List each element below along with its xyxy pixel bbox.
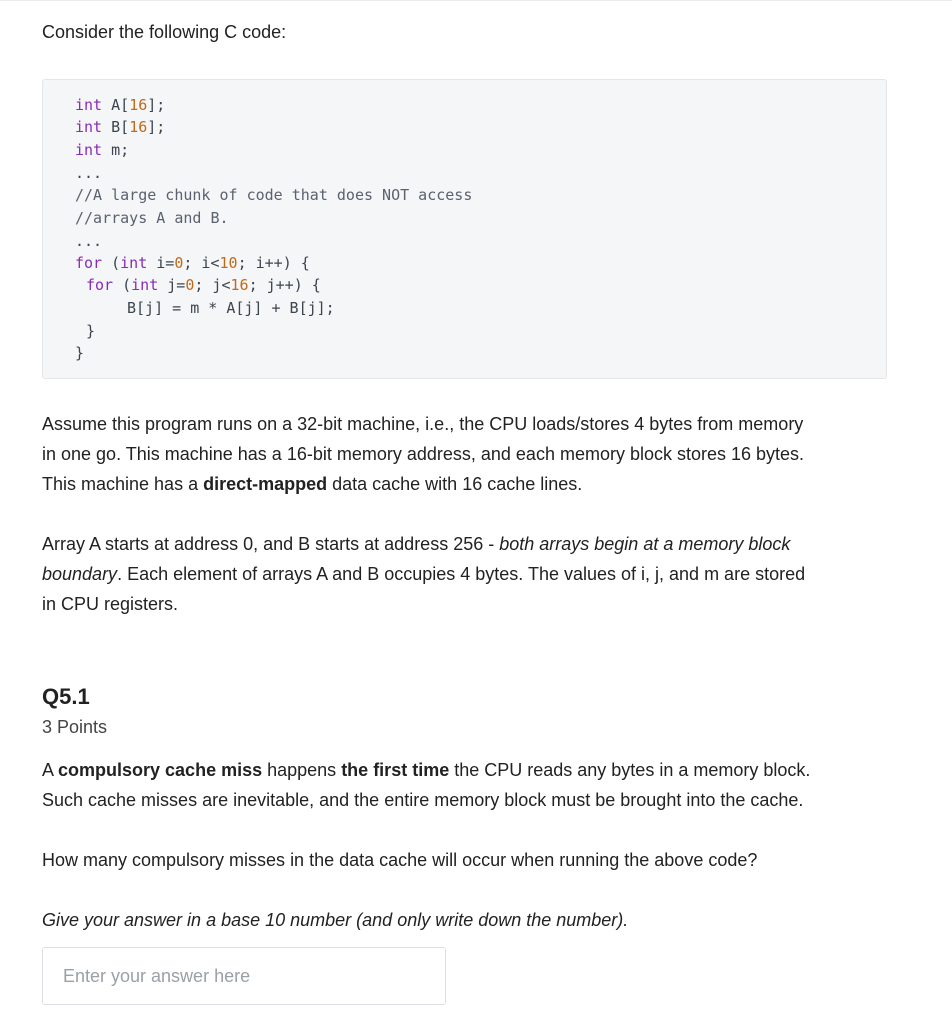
code-number: 16 <box>129 118 148 136</box>
question-prompt <box>42 845 892 875</box>
code-line-1 <box>75 95 165 115</box>
answer-input[interactable] <box>42 947 446 1005</box>
code-text: i= <box>147 254 175 272</box>
question-points: 3 Points <box>42 717 108 737</box>
code-keyword: int <box>120 254 148 272</box>
code-text: ]; <box>147 96 166 114</box>
code-text: A[ <box>102 96 130 114</box>
code-text: ]; <box>147 118 166 136</box>
code-keyword: for <box>86 276 114 294</box>
paragraph-compulsory <box>42 755 892 815</box>
italic-text: Give your answer in a base 10 number (and only write down the number). <box>42 910 629 930</box>
paragraph-line <box>42 469 892 499</box>
code-brace: } <box>75 344 85 362</box>
code-comment: //A large chunk of code that does NOT access <box>75 186 473 204</box>
code-block <box>42 79 887 379</box>
code-text: B[j] = m * A[j] + B[j]; <box>127 299 335 317</box>
code-number: 16 <box>129 96 148 114</box>
code-line-6 <box>75 208 229 228</box>
code-text: ; j< <box>194 276 231 294</box>
paragraph-line <box>42 755 892 785</box>
code-text: j= <box>158 276 186 294</box>
paragraph-arrays <box>42 529 892 619</box>
code-text: ( <box>102 254 121 272</box>
code-text: ( <box>113 276 132 294</box>
code-brace: } <box>86 322 96 340</box>
code-keyword: for <box>75 254 103 272</box>
top-divider <box>0 0 952 1</box>
paragraph-line: How many compulsory misses in the data cache will occur when running the above code? <box>42 850 758 870</box>
text-span: the CPU reads any bytes in a memory block. <box>449 760 811 780</box>
code-line-12 <box>75 343 84 363</box>
code-text: ; j++) { <box>248 276 321 294</box>
code-keyword: int <box>75 141 103 159</box>
text-span: Array A starts at address 0, and B starts at address 256 - <box>42 534 500 554</box>
code-comment: //arrays A and B. <box>75 209 229 227</box>
code-keyword: int <box>75 118 103 136</box>
code-line-11 <box>86 321 95 341</box>
paragraph-line <box>42 559 892 589</box>
paragraph-line: Such cache misses are inevitable, and the entire memory block must be brought into the cache. <box>42 790 804 810</box>
code-line-5 <box>75 185 472 205</box>
code-number: 10 <box>219 254 238 272</box>
code-number: 0 <box>174 254 184 272</box>
italic-text: boundary <box>42 564 118 584</box>
paragraph-line: in one go. This machine has a 16-bit memory address, and each memory block stores 16 bytes. <box>42 444 805 464</box>
intro-text: Consider the following C code: <box>42 22 287 42</box>
code-keyword: int <box>75 96 103 114</box>
code-ellipsis: ... <box>75 164 103 182</box>
code-line-10 <box>127 298 335 318</box>
bold-text: direct-mapped <box>203 474 328 494</box>
paragraph-machine <box>42 409 892 499</box>
code-line-7 <box>75 231 102 251</box>
bold-text: compulsory cache miss <box>58 760 263 780</box>
code-line-2 <box>75 117 165 137</box>
code-number: 0 <box>185 276 195 294</box>
code-text: m; <box>102 141 130 159</box>
text-span: happens <box>262 760 342 780</box>
paragraph-line <box>42 529 892 559</box>
code-text: ; i< <box>183 254 220 272</box>
question-title: Q5.1 <box>42 684 90 709</box>
text-span: data cache with 16 cache lines. <box>327 474 583 494</box>
bold-text: the first time <box>341 760 450 780</box>
code-line-3 <box>75 140 129 160</box>
paragraph-line: in CPU registers. <box>42 594 179 614</box>
code-number: 16 <box>230 276 249 294</box>
code-text: B[ <box>102 118 130 136</box>
code-keyword: int <box>131 276 159 294</box>
text-span: This machine has a <box>42 474 204 494</box>
text-span: A <box>42 760 59 780</box>
italic-text: both arrays begin at a memory block <box>499 534 791 554</box>
code-ellipsis: ... <box>75 232 103 250</box>
code-line-8 <box>75 253 310 273</box>
answer-instructions <box>42 905 892 935</box>
code-text: ; i++) { <box>237 254 310 272</box>
text-span: . Each element of arrays A and B occupies 4 bytes. The values of i, j, and m are stored <box>117 564 806 584</box>
paragraph-line: Assume this program runs on a 32-bit machine, i.e., the CPU loads/stores 4 bytes from memory <box>42 414 804 434</box>
code-line-9 <box>86 275 321 295</box>
code-line-4 <box>75 163 102 183</box>
